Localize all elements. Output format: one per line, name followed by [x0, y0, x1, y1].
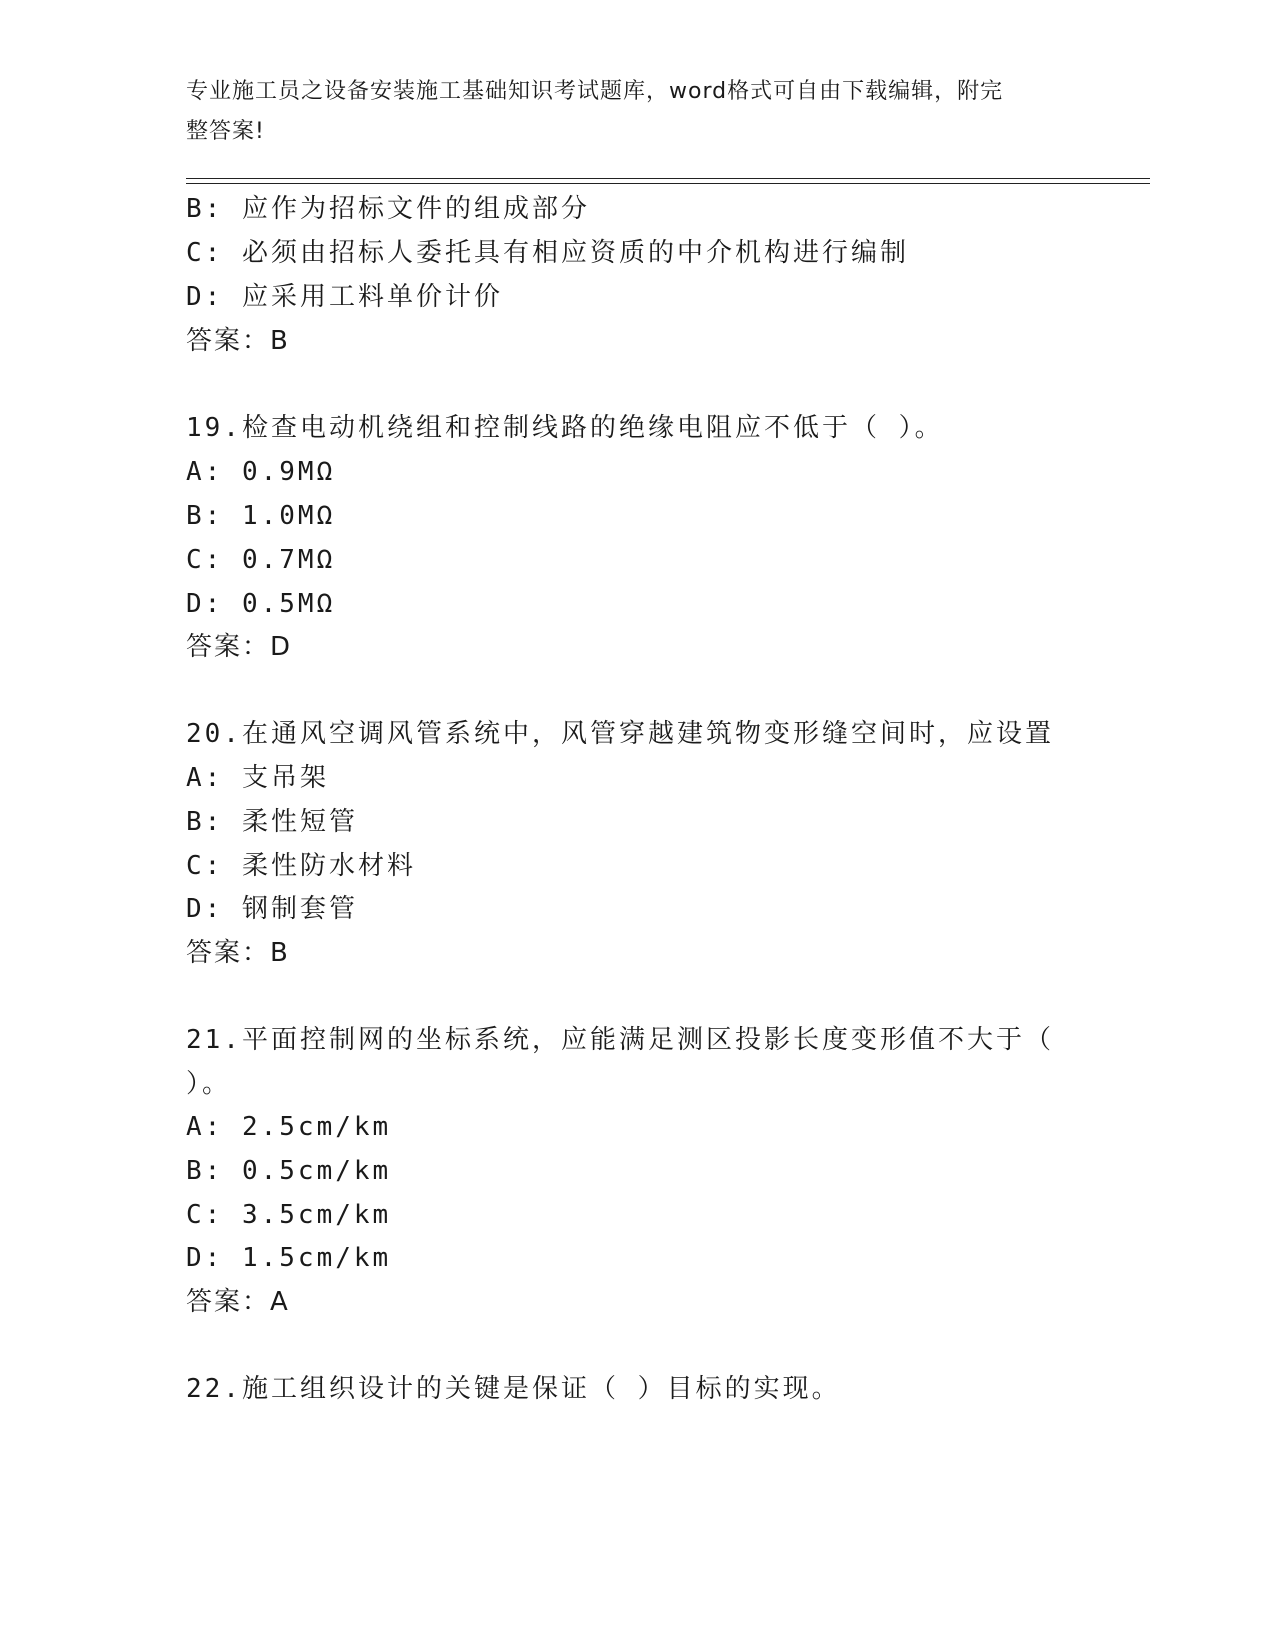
q20-option-d: D: 钢制套管	[186, 894, 358, 924]
q20-answer: 答案：B	[186, 938, 290, 968]
q19-answer: 答案：D	[186, 632, 293, 662]
document-header	[186, 72, 1066, 152]
q20-option-a: A: 支吊架	[186, 763, 329, 793]
header-divider-top	[186, 178, 1150, 179]
prev-answer: 答案：B	[186, 326, 290, 356]
q21-option-b: B: 0.5cm/km	[186, 1156, 392, 1186]
q20-option-b: B: 柔性短管	[186, 807, 358, 837]
q19-option-c: C: 0.7MΩ	[186, 545, 336, 575]
header-title-line2: 整答案!	[186, 119, 265, 144]
q19-question: 19.检查电动机绕组和控制线路的绝缘电阻应不低于（ ）。	[186, 413, 944, 443]
q20-option-c: C: 柔性防水材料	[186, 851, 416, 881]
q19-option-b: B: 1.0MΩ	[186, 501, 336, 531]
q21-answer: 答案：A	[186, 1287, 290, 1317]
prev-option-b: B: 应作为招标文件的组成部分	[186, 194, 590, 224]
q21-option-d: D: 1.5cm/km	[186, 1243, 392, 1273]
q21-question-line1: 21.平面控制网的坐标系统，应能满足测区投影长度变形值不大于（	[186, 1025, 1054, 1055]
q20-question: 20.在通风空调风管系统中，风管穿越建筑物变形缝空间时，应设置	[186, 719, 1054, 749]
q22-question: 22.施工组织设计的关键是保证（ ）目标的实现。	[186, 1374, 841, 1404]
header-title-line1: 专业施工员之设备安装施工基础知识考试题库，word格式可自由下载编辑，附完	[186, 79, 1004, 104]
q19-option-a: A: 0.9MΩ	[186, 457, 336, 487]
q21-option-c: C: 3.5cm/km	[186, 1200, 392, 1230]
q21-question-line2: ）。	[186, 1069, 232, 1099]
header-divider-bottom	[186, 183, 1150, 184]
q19-option-d: D: 0.5MΩ	[186, 589, 336, 619]
prev-option-d: D: 应采用工料单价计价	[186, 282, 503, 312]
q21-option-a: A: 2.5cm/km	[186, 1112, 392, 1142]
prev-option-c: C: 必须由招标人委托具有相应资质的中介机构进行编制	[186, 238, 909, 268]
